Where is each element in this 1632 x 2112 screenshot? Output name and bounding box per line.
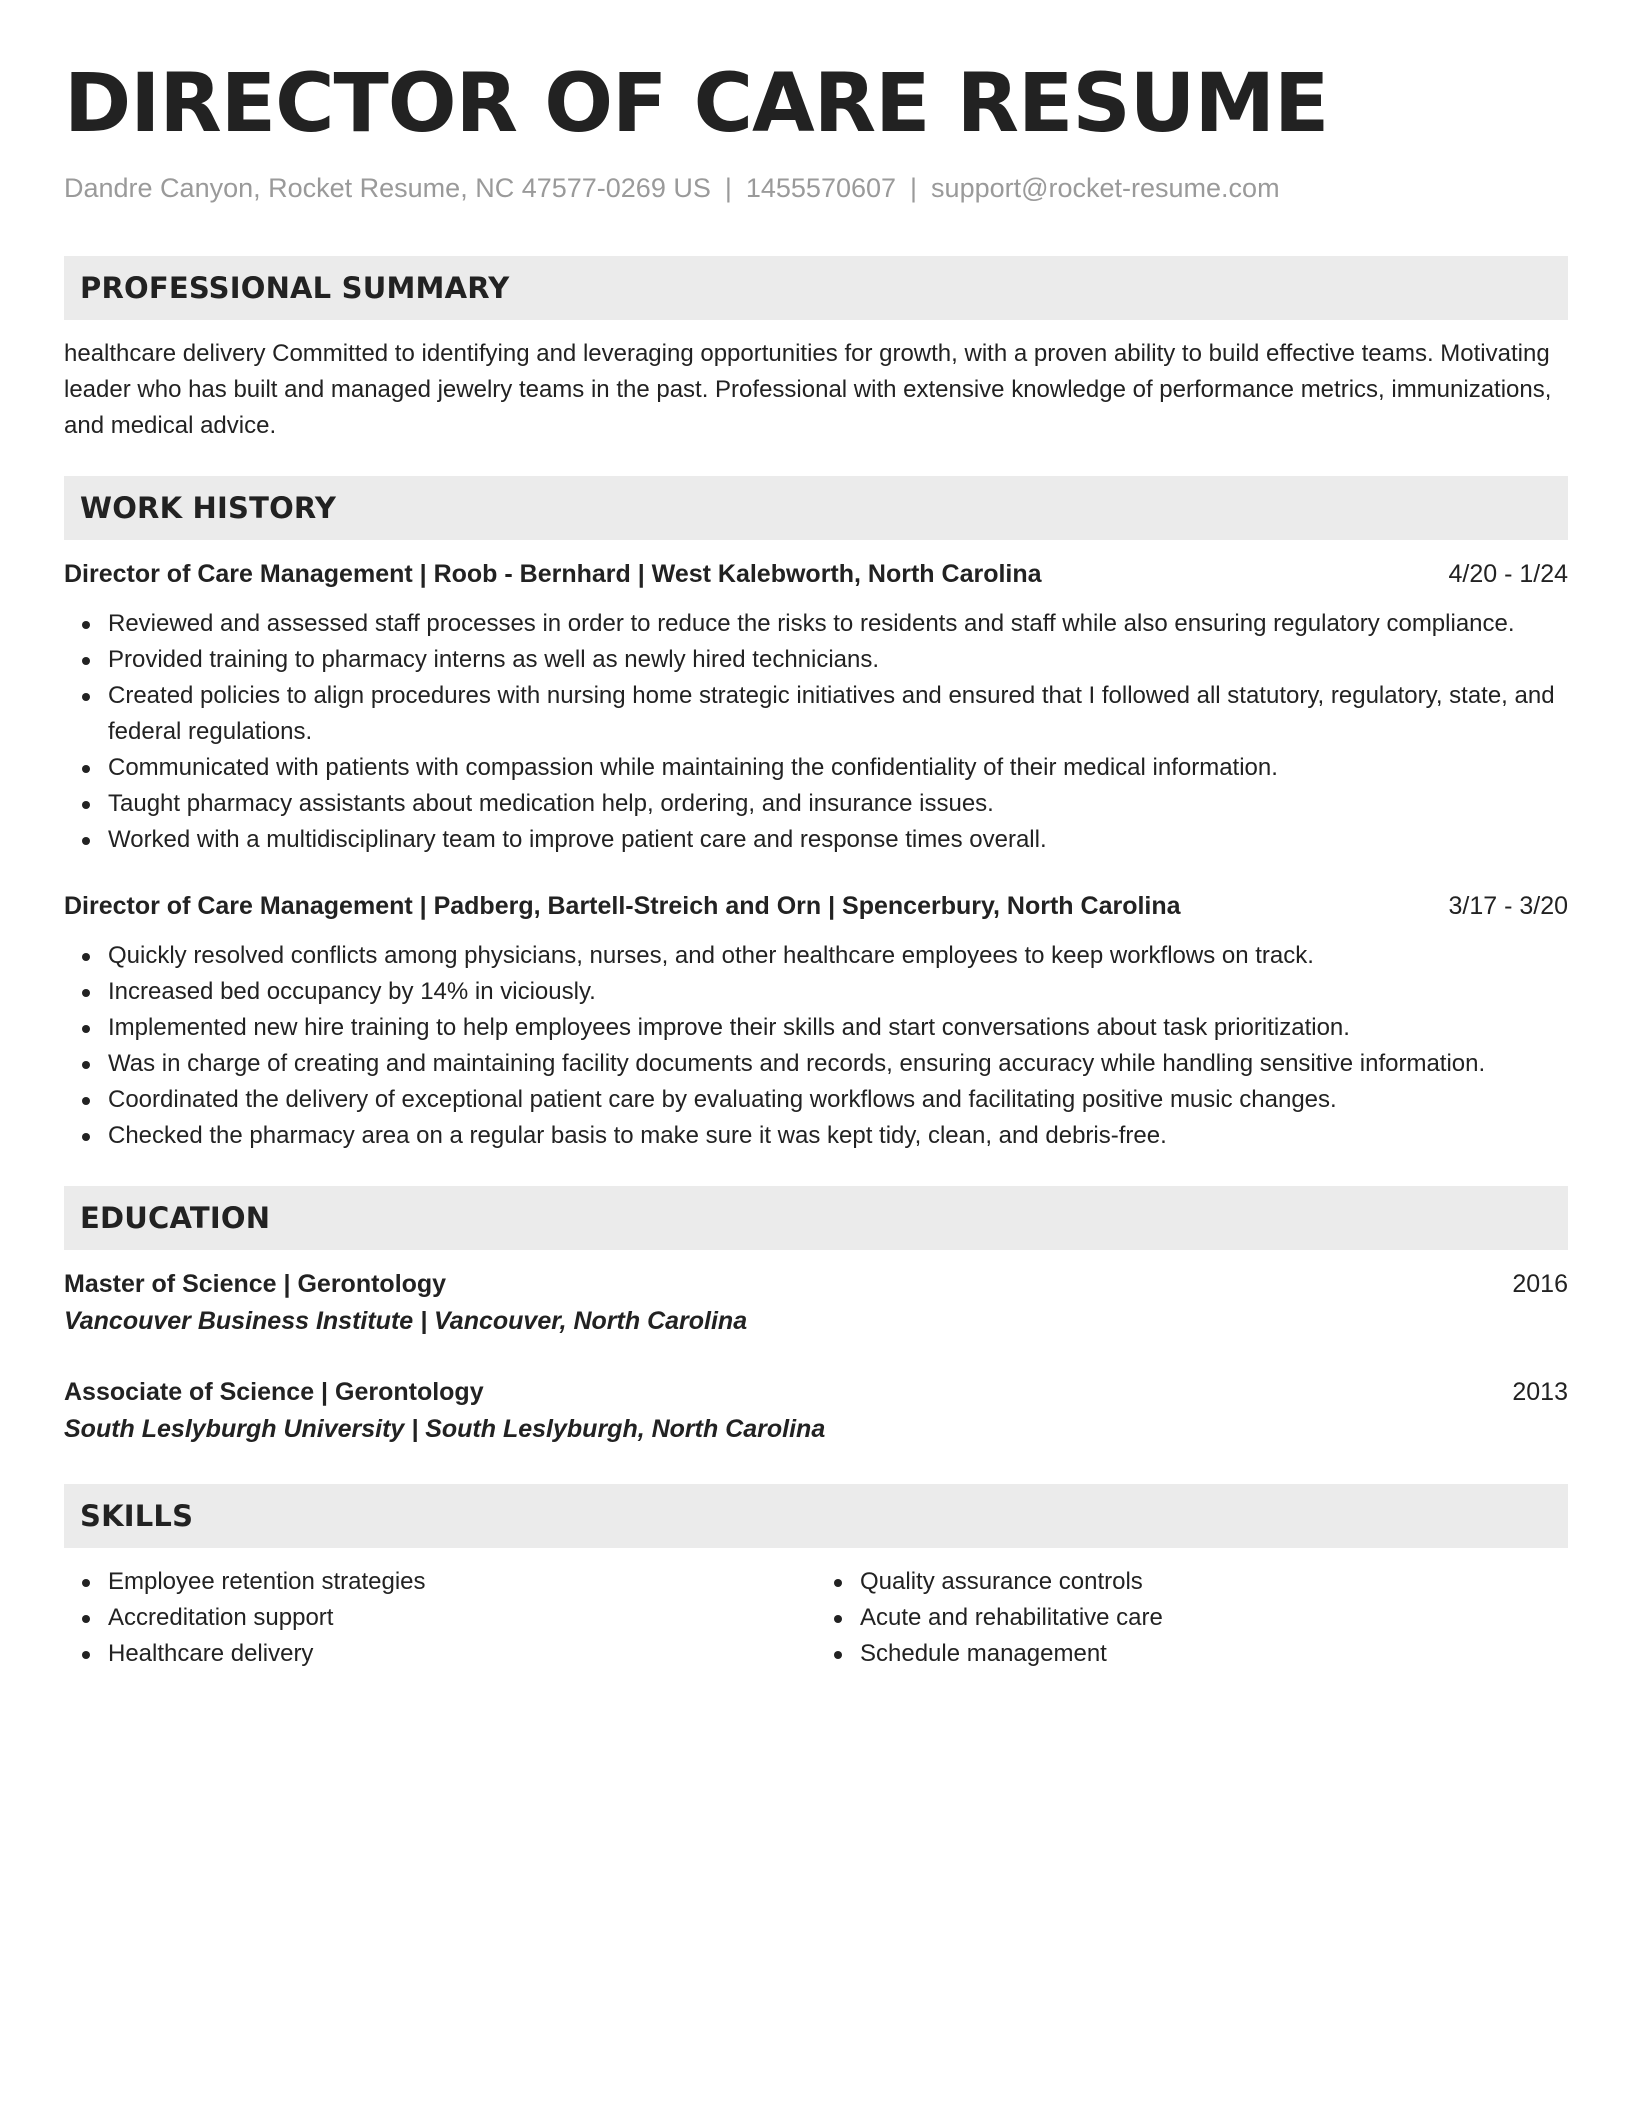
contact-address: Dandre Canyon, Rocket Resume, NC 47577-0269 US	[64, 173, 711, 203]
job-bullet: Communicated with patients with compassion while maintaining the confidentiality of their medical information.	[108, 750, 1568, 786]
skill-item: Accreditation support	[108, 1600, 816, 1636]
skill-item: Employee retention strategies	[108, 1564, 816, 1600]
resume-title: DIRECTOR OF CARE RESUME	[64, 57, 1329, 151]
education-degree: Associate of Science | Gerontology	[64, 1378, 484, 1406]
job-bullet: Increased bed occupancy by 14% in viciously.	[108, 974, 1568, 1010]
education-degree: Master of Science | Gerontology	[64, 1270, 447, 1298]
job-bullet: Reviewed and assessed staff processes in order to reduce the risks to residents and staff while also ensuring regulatory compliance.	[108, 606, 1568, 642]
contact-email: support@rocket-resume.com	[931, 173, 1280, 203]
section-header-skills: SKILLS	[64, 1484, 1568, 1548]
job-dates: 4/20 - 1/24	[1448, 560, 1568, 588]
skill-item: Quality assurance controls	[860, 1564, 1568, 1600]
job-entry	[64, 556, 1568, 858]
education-year: 2013	[1512, 1378, 1568, 1406]
job-bullet: Taught pharmacy assistants about medication help, ordering, and insurance issues.	[108, 786, 1568, 822]
job-bullets	[64, 938, 1568, 1154]
job-header-row	[64, 888, 1568, 924]
skills-bullets	[816, 1564, 1568, 1672]
job-bullet: Implemented new hire training to help employees improve their skills and start conversations about task prioritization.	[108, 1010, 1568, 1046]
job-dates: 3/17 - 3/20	[1448, 892, 1568, 920]
section-header-summary: PROFESSIONAL SUMMARY	[64, 256, 1568, 320]
section-header-education: EDUCATION	[64, 1186, 1568, 1250]
education-school: South Leslyburgh University | South Leslyburgh, North Carolina	[64, 1415, 826, 1443]
skills-column-right	[816, 1564, 1568, 1672]
job-header-row	[64, 556, 1568, 592]
education-entry	[64, 1266, 1568, 1340]
contact-line	[64, 170, 1568, 206]
contact-phone: 1455570607	[745, 173, 897, 203]
job-bullet: Worked with a multidisciplinary team to improve patient care and response times overall.	[108, 822, 1568, 858]
job-bullet: Provided training to pharmacy interns as well as newly hired technicians.	[108, 642, 1568, 678]
job-title: Director of Care Management | Roob - Bernhard | West Kalebworth, North Carolina	[64, 560, 1042, 588]
job-bullet: Created policies to align procedures with nursing home strategic initiatives and ensured that I followed all statutory, regulatory, state, and federal regulations.	[108, 678, 1568, 750]
skills-bullets	[64, 1564, 816, 1672]
job-bullet: Quickly resolved conflicts among physicians, nurses, and other healthcare employees to keep workflows on track.	[108, 938, 1568, 974]
education-entry	[64, 1374, 1568, 1448]
job-bullet: Was in charge of creating and maintaining facility documents and records, ensuring accuracy while handling sensitive information.	[108, 1046, 1568, 1082]
job-bullet: Coordinated the delivery of exceptional patient care by evaluating workflows and facilitating positive music changes.	[108, 1082, 1568, 1118]
skill-item: Healthcare delivery	[108, 1636, 816, 1672]
summary-text: healthcare delivery Committed to identifying and leveraging opportunities for growth, with a proven ability to build effective teams. Motivating leader who has built and managed jewelry teams in the past. Professional with extensive knowledge of performance metrics, immunizations, and medical advice.	[64, 340, 1552, 439]
skill-item: Schedule management	[860, 1636, 1568, 1672]
section-header-work-history: WORK HISTORY	[64, 476, 1568, 540]
education-header-row	[64, 1266, 1568, 1302]
job-bullet: Checked the pharmacy area on a regular basis to make sure it was kept tidy, clean, and debris-free.	[108, 1118, 1568, 1154]
education-year: 2016	[1512, 1270, 1568, 1298]
contact-separator: |	[910, 173, 918, 203]
contact-separator: |	[724, 173, 732, 203]
education-school: Vancouver Business Institute | Vancouver, North Carolina	[64, 1307, 748, 1335]
skills-column-left	[64, 1564, 816, 1672]
job-entry	[64, 888, 1568, 1154]
job-bullets	[64, 606, 1568, 858]
education-header-row	[64, 1374, 1568, 1410]
job-title: Director of Care Management | Padberg, Bartell-Streich and Orn | Spencerbury, North Carolina	[64, 892, 1181, 920]
skill-item: Acute and rehabilitative care	[860, 1600, 1568, 1636]
skills-list	[64, 1564, 1568, 1672]
